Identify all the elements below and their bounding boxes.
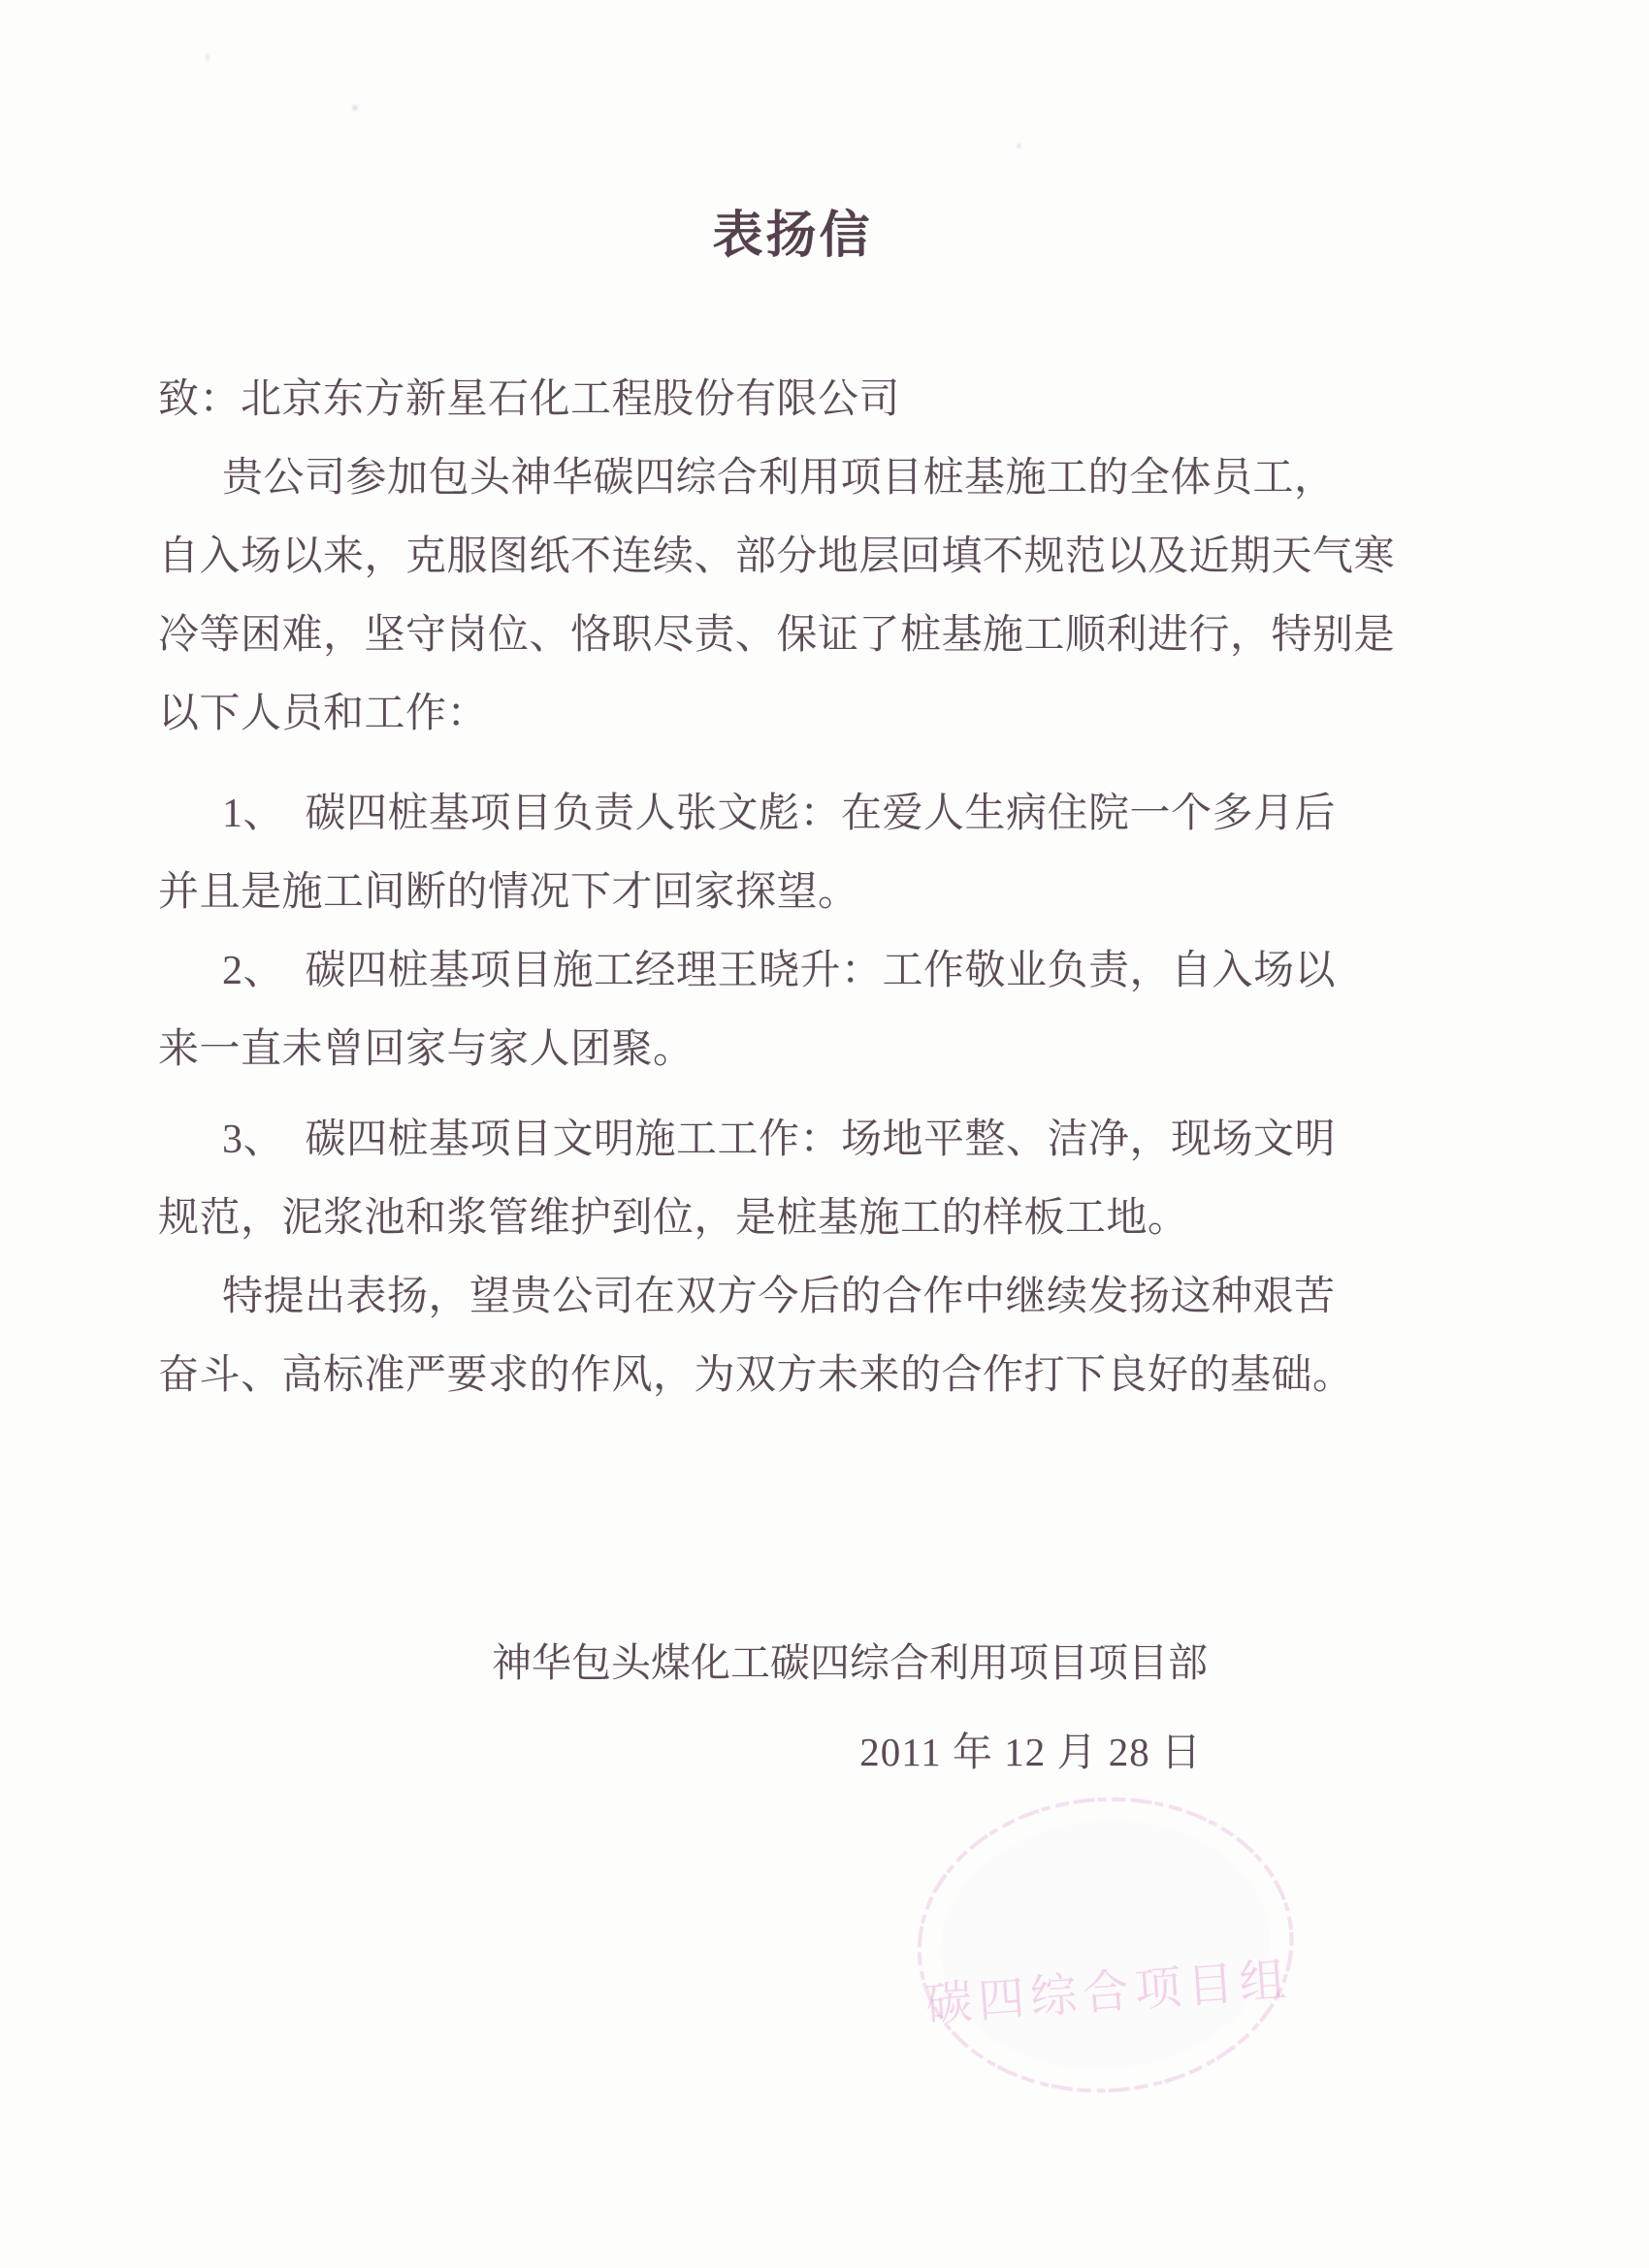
letter-line: 奋斗、高标准严要求的作风，为双方未来的合作打下良好的基础。 [158, 1353, 1354, 1398]
letter-line-item-1: 1、 碳四桩基项目负责人张文彪：在爱人生病住院一个多月后 [222, 792, 1337, 836]
letter-line-salutation: 致：北京东方新星石化工程股份有限公司 [158, 377, 901, 422]
signature-block [492, 1637, 1208, 1777]
letter-title: 表扬信 [712, 209, 873, 264]
letter-line: 贵公司参加包头神华碳四综合利用项目桩基施工的全体员工， [222, 456, 1336, 501]
letter-line: 规范，泥浆池和浆管维护到位，是桩基施工的样板工地。 [158, 1196, 1189, 1241]
stamp-center-text: 碳四综合项目组 [923, 1954, 1294, 2032]
letter-line: 冷等困难，坚守岗位、恪职尽责、保证了桩基施工顺利进行，特别是 [158, 613, 1396, 658]
letter-line-item-3: 3、 碳四桩基项目文明施工工作：场地平整、洁净，现场文明 [222, 1118, 1337, 1162]
letter-body [158, 361, 1415, 1415]
letter-line: 以下人员和工作： [158, 692, 489, 736]
signature-date: 2011 年 12 月 28 日 [859, 1730, 1202, 1774]
letter-line-item-2: 2、 碳四桩基项目施工经理王晓升：工作敬业负责，自入场以 [222, 949, 1337, 993]
letter-line: 特提出表扬，望贵公司在双方今后的合作中继续发扬这种艰苦 [222, 1275, 1336, 1319]
official-stamp [891, 1776, 1320, 2123]
letter-line: 自入场以来，克服图纸不连续、部分地层回填不规范以及近期天气寒 [158, 535, 1396, 579]
scan-speckle [206, 53, 210, 61]
scan-speckle [352, 105, 358, 111]
letter-line: 并且是施工间断的情况下才回家探望。 [158, 870, 859, 915]
signature-organization: 神华包头煤化工碳四综合利用项目项目部 [492, 1640, 1208, 1685]
scan-speckle [1017, 144, 1021, 148]
letter-line: 来一直未曾回家与家人团聚。 [158, 1027, 695, 1072]
stamp-ellipse-inner-smudge [932, 1809, 1278, 2080]
